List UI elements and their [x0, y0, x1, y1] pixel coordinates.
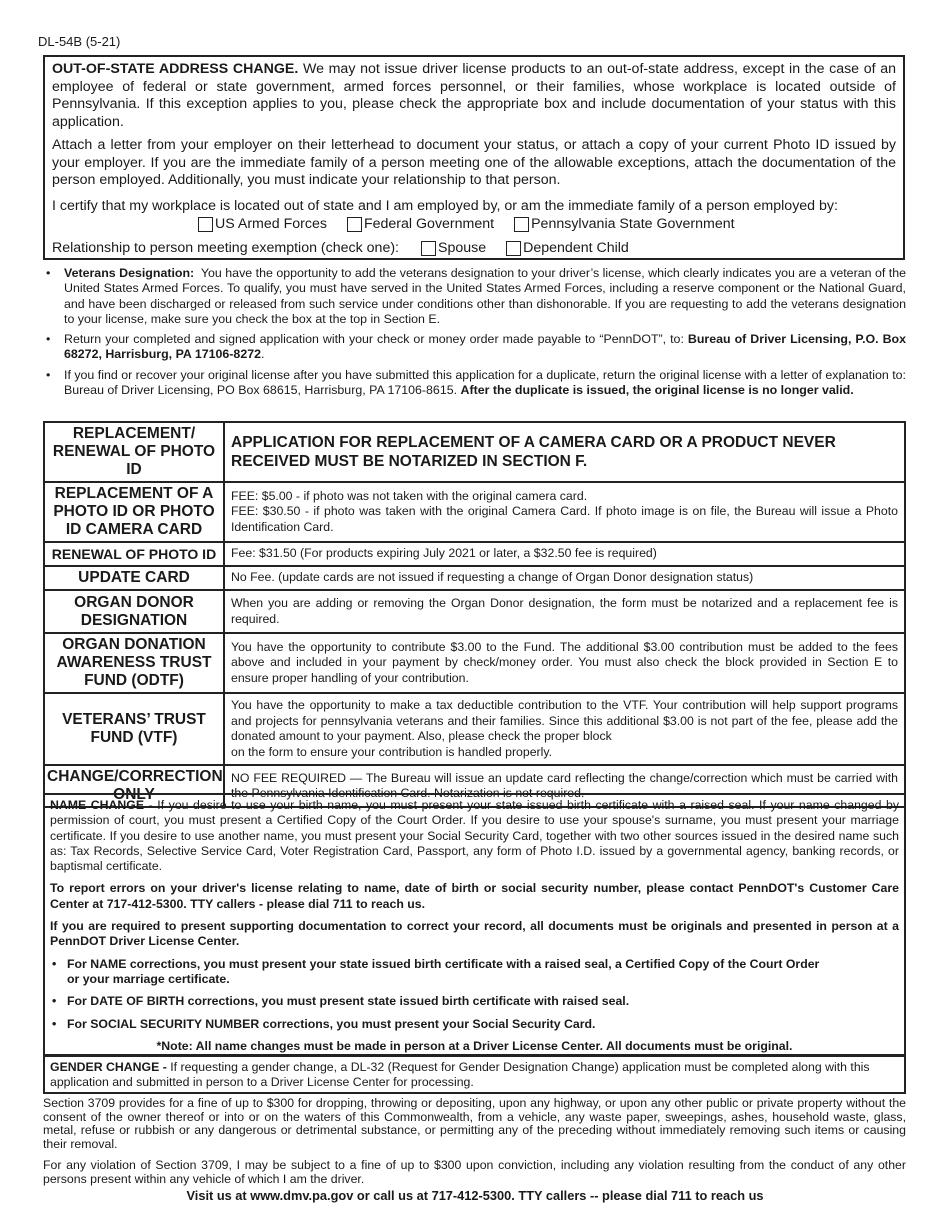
fee-row-label: ORGAN DONOR DESIGNATION — [44, 590, 224, 633]
fee-row — [44, 693, 905, 765]
out-of-state-heading: OUT-OF-STATE ADDRESS CHANGE. — [52, 61, 299, 77]
return-address: Bureau of Driver Licensing, P.O. Box 68272, Harrisburg, PA 17106-8272 — [64, 332, 906, 362]
certify-statement: I certify that my workplace is located out of state and I am employed by, or am the immediate family of a person employed by: — [52, 197, 838, 214]
fee-row-text: You have the opportunity to contribute $3.00 to the Fund. The additional $3.00 contribution must be added to the fees above and included in your payment by check/money order. You must also check the block provided in Section E to ensure proper handling of your contribution. — [224, 633, 905, 693]
fee-row-label: CHANGE/CORRECTION ONLY — [44, 765, 224, 807]
employer-option-us-armed-forces[interactable] — [198, 216, 327, 234]
checkbox-us-armed-forces[interactable] — [198, 217, 213, 232]
fee-row-line: FEE: $30.50 - if photo was taken with the original Camera Card. If photo image is on file, the Bureau will issue a Photo Identification Card. — [231, 504, 898, 534]
fee-row-line: FEE: $5.00 - if photo was not taken with the original camera card. — [231, 488, 588, 503]
label-spouse: Spouse — [438, 239, 487, 256]
employer-option-pa-state-government[interactable] — [514, 216, 734, 234]
relationship-option-dependent-child[interactable] — [506, 240, 629, 258]
fee-row-line: You have the opportunity to make a tax deductible contribution to the VTF. Your contribution will help support programs and projects for pennsylvania veterans and their families. Since this additional $3.00 is not part of the fee, please add the donated amount to your payment. Also, please check the proper block — [231, 698, 898, 743]
recover-license-text: If you find or recover your original license after you have submitted this application for a duplicate, return the original license with a letter of explanation to: Bureau of Driver Licensing, PO Box 68615, Harrisburg, PA 17106-8615. — [64, 367, 906, 398]
fee-table-header-label: REPLACEMENT/ RENEWAL OF PHOTO ID — [44, 422, 224, 482]
fee-row-text: Fee: $31.50 (For products expiring July 2021 or later, a $32.50 fee is required) — [224, 542, 905, 566]
out-of-state-section — [43, 55, 905, 260]
relationship-option-spouse[interactable] — [421, 240, 486, 258]
fee-row — [44, 590, 905, 633]
fee-row-text: When you are adding or removing the Organ Donor designation, the form must be notarized and a replacement fee is required. — [224, 590, 905, 633]
name-change-paragraph — [50, 798, 899, 874]
relationship-label: Relationship to person meeting exemption (check one): — [52, 239, 399, 256]
recover-license-warning: After the duplicate is issued, the original license is no longer valid. — [460, 383, 854, 398]
originals-required-text: If you are required to present supporting documentation to correct your record, all documents must be originals and presented in person at a PennDOT Driver License Center. — [50, 919, 899, 949]
out-of-state-intro — [52, 61, 896, 131]
footer-contact: Visit us at www.dmv.pa.gov or call us at 717-412-5300. TTY callers -- please dial 711 to reach us — [186, 1188, 764, 1203]
fee-row — [44, 566, 905, 590]
fee-row-label: UPDATE CARD — [44, 566, 224, 590]
fee-table-header-row — [44, 422, 905, 482]
gender-change-section — [43, 1055, 906, 1094]
veterans-designation-item — [44, 266, 906, 327]
name-change-section — [43, 793, 906, 1056]
section-3709-paragraph: Section 3709 provides for a fine of up to $300 for dropping, throwing or depositing, upon any highway, or upon any other public or private property without the consent of the owner thereof or into or on the waters of this Commonwealth, from a vehicle, any waste paper, sweepings, ashes, household waste, glass, metal, refuse or rubbish or any dangerous or detrimental substance, or permitting any of the preceding without immediately removing such items or causing their removal. — [43, 1096, 906, 1151]
fee-row-line: on the form to ensure your contribution is handled properly. — [231, 744, 553, 759]
return-application-item: • Return your completed and signed application with your check or money order made payable to “PennDOT”, to: Bureau of Driver Licensing, P.O. Box 68272, Harrisburg, PA 17106-8272. — [44, 332, 906, 363]
fee-row-label: ORGAN DONATION AWARENESS TRUST FUND (ODTF) — [44, 633, 224, 693]
veterans-designation-heading: Veterans Designation: — [64, 266, 195, 280]
out-of-state-text: We may not issue driver license products to an out-of-state address, except in the case of an employee of federal or state government, armed forces personnel, or their families, whose workplace is located outside of Pennsylvania. If this exception applies to you, please check the appropriate box and include documentation of your status with this application. — [52, 61, 896, 130]
correction-item-ssn: • For SOCIAL SECURITY NUMBER corrections, you must present your Social Security Card. — [50, 1017, 899, 1032]
checkbox-dependent-child[interactable] — [506, 241, 521, 256]
fee-row — [44, 633, 905, 693]
instructions-list — [44, 266, 906, 403]
out-of-state-attach: Attach a letter from your employer on their letterhead to document your status, or attach a copy of your current Photo ID issued by your employer. If you are the immediate family of a person meeting one of the allowable exceptions, attach the documentation of the person employed. Additionally, you must indicate your relationship to that person. — [52, 137, 896, 188]
fee-table-header-text: APPLICATION FOR REPLACEMENT OF A CAMERA CARD OR A PRODUCT NEVER RECEIVED MUST BE NOTARIZED IN SECTION F. — [224, 422, 905, 482]
fee-row-text: NO FEE REQUIRED — The Bureau will issue an update card reflecting the change/correction which must be carried with the Pennsylvania Identification Card. Notarization is not required. — [224, 765, 905, 807]
label-us-armed-forces: US Armed Forces — [215, 216, 327, 232]
employer-option-federal-government[interactable] — [347, 216, 494, 234]
employer-options — [52, 216, 896, 234]
checkbox-spouse[interactable] — [421, 241, 436, 256]
checkbox-pa-state-government[interactable] — [514, 217, 529, 232]
recover-license-item — [44, 368, 906, 399]
fee-row-label: RENEWAL OF PHOTO ID — [44, 542, 224, 566]
relationship-row — [52, 240, 896, 258]
name-change-text: - If you desire to use your birth name, you must present your state issued birth certificate with a raised seal. If your name changed by permission of court, you must present a Certified Copy of the Court Order. If you desire to use your spouse's surname, you must present your marriage certificate. If you desire to use another name, you must present your Social Security Card, together with two other sources issued in the desired name such as: Tax Records, Selective Service Card, Voter Registration Card, Passport, any form of Photo I.D. issued by a governmental agency, banking records, or baptismal certificate. — [50, 798, 899, 874]
correction-item-name: • For NAME corrections, you must present your state issued birth certificate with a raised seal, a Certified Copy of the Court Order or your marriage certificate. — [50, 957, 899, 988]
name-change-note: *Note: All name changes must be made in person at a Driver License Center. All documents must be original. — [156, 1038, 793, 1053]
fee-row — [44, 482, 905, 542]
fee-row-label: REPLACEMENT OF A PHOTO ID OR PHOTO ID CAMERA CARD — [44, 482, 224, 542]
label-pa-state-government: Pennsylvania State Government — [531, 216, 735, 232]
form-number: DL-54B (5-21) — [38, 34, 121, 49]
fee-row — [44, 542, 905, 566]
fee-row-label: VETERANS’ TRUST FUND (VTF) — [44, 693, 224, 765]
checkbox-federal-government[interactable] — [347, 217, 362, 232]
correction-item-dob: • For DATE OF BIRTH corrections, you must present state issued birth certificate with raised seal. — [50, 994, 899, 1009]
fee-row-text — [224, 693, 905, 765]
fee-row-text — [224, 482, 905, 542]
section-3709-notice — [43, 1097, 906, 1194]
label-dependent-child: Dependent Child — [523, 239, 629, 256]
gender-change-heading: GENDER CHANGE - — [50, 1060, 167, 1074]
label-federal-government: Federal Government — [363, 216, 495, 232]
return-application-text: Return your completed and signed application with your check or money order made payable to “PennDOT”, to: — [64, 332, 684, 347]
gender-change-text: If requesting a gender change, a DL-32 (Request for Gender Designation Change) application must be completed along with this application and submitted in person to a Driver License Center for processing. — [50, 1060, 870, 1090]
name-change-heading: NAME CHANGE — [50, 798, 145, 812]
fee-table — [43, 421, 906, 808]
report-errors-text: To report errors on your driver's license relating to name, date of birth or social security number, please contact PennDOT's Customer Care Center at 717-412-5300. TTY callers - please dial 711 to reach us. — [50, 881, 899, 911]
section-3709-violation: For any violation of Section 3709, I may be subject to a fine of up to $300 upon conviction, including any violation resulting from the conduct of any other persons present within any vehicle of which I am the driver. — [43, 1158, 906, 1186]
veterans-designation-text: You have the opportunity to add the veterans designation to your driver’s license, which clearly indicates you are a veteran of the United States Armed Forces. To qualify, you must have served in the United States Armed Forces, including a reserve component or the National Guard, and have been discharged or released from such service under conditions other than dishonorable. If you are requesting to add the veterans designation to your license, make sure you check the box at the top in Section E. — [64, 266, 906, 326]
fee-row-text: No Fee. (update cards are not issued if requesting a change of Organ Donor designation status) — [224, 566, 905, 590]
